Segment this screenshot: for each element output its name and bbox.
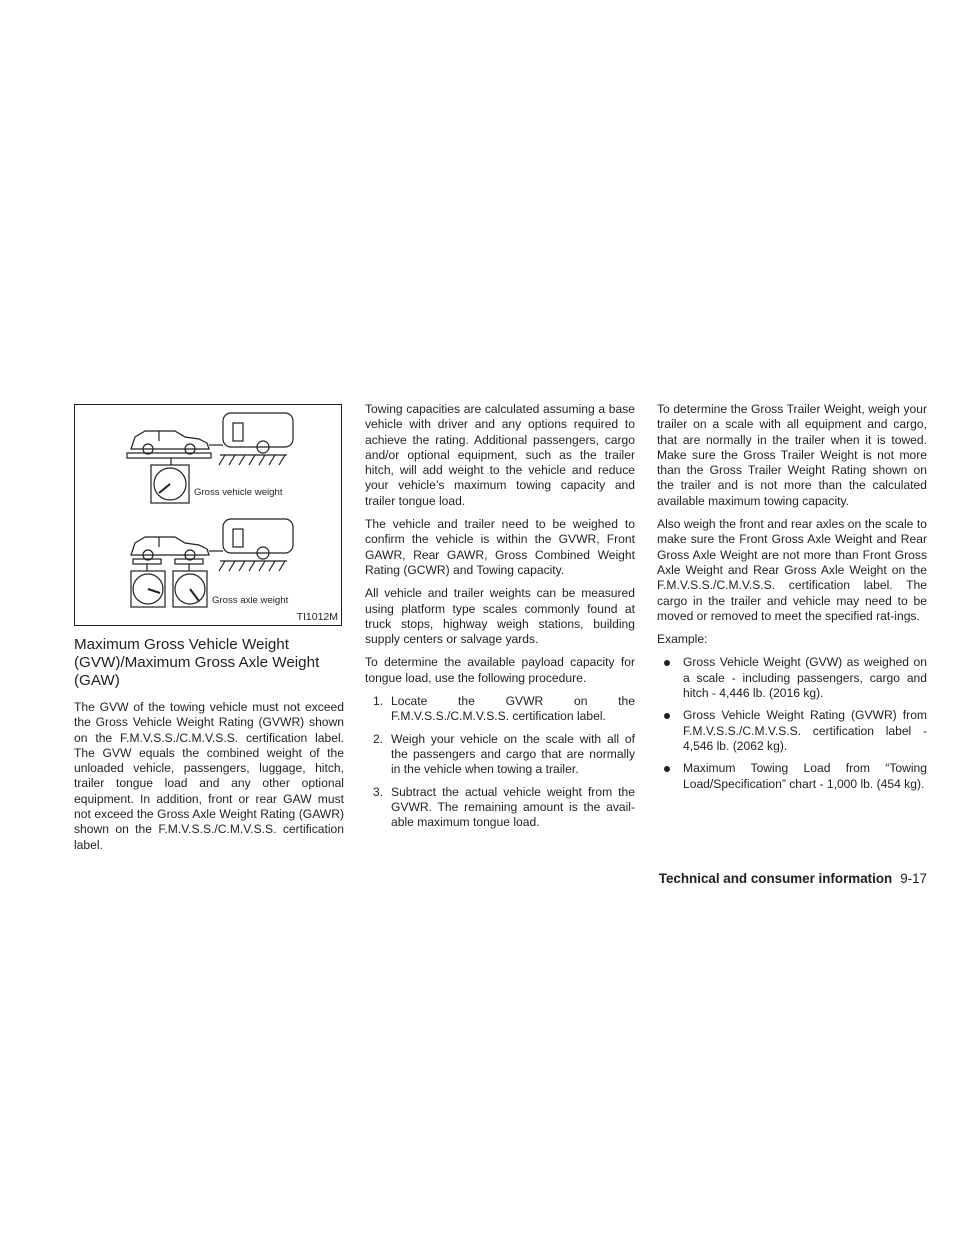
bullet-icon bbox=[664, 660, 670, 666]
paragraph: The vehicle and trailer need to be weighed to confirm the vehicle is within the GVWR, Front GAWR, Rear GAWR, Gross Combined Weight Rating (GCWR) and Towing capacity. bbox=[365, 517, 635, 577]
trailer-icon bbox=[223, 519, 293, 559]
car-icon bbox=[131, 431, 209, 454]
page-number: 9-17 bbox=[900, 871, 927, 886]
column-2 bbox=[365, 402, 635, 838]
trailer-icon bbox=[223, 413, 293, 453]
page-footer bbox=[659, 871, 927, 886]
step-text: Weigh your vehicle on the scale with all of the passengers and cargo that are normally in the vehicle when towing a trailer. bbox=[391, 731, 635, 777]
paragraph: The GVW of the towing vehicle must not exceed the Gross Vehicle Weight Rating (GVWR) shown on the F.M.V.S.S./C.M.V.S.S. certification label. The GVW equals the combined weight of the unloaded vehicle, passengers, luggage, hitch, trailer tongue load and any other optional equipment. In addition, front or rear GAW must not exceed the Gross Axle Weight Rating (GAWR) shown on the F.M.V.S.S./C.M.V.S.S. certification label. bbox=[74, 700, 344, 852]
gross-axle-weight-label: Gross axle weight bbox=[212, 595, 289, 606]
list-item bbox=[365, 732, 635, 778]
car-icon bbox=[131, 537, 209, 560]
bullet-icon bbox=[664, 766, 670, 772]
paragraph: To determine the Gross Trailer Weight, weigh your trailer on a scale with all equipment and cargo, that are normally in the trailer when it is towed. Make sure the Gross Trailer Weight is not more than the Gross Trailer Weight Rating shown on the trailer and is not more than the calculated available maximum towing capacity. bbox=[657, 402, 927, 508]
example-label: Example: bbox=[657, 632, 708, 647]
scale-dial-icon bbox=[151, 465, 189, 503]
paragraph: Also weigh the front and rear axles on the scale to make sure the Front Gross Axle Weight and Rear Gross Axle Weight are not more than Front Gross Axle Weight and Rear Gross Axle Weight on the F.M.V.S.S./C.M.V.S.S. certification label. The cargo in the trailer and vehicle may need to be moved or removed to meet the specified rat-ings. bbox=[657, 517, 927, 623]
gross-vehicle-weight-label: Gross vehicle weight bbox=[194, 487, 283, 498]
bullet-text: Gross Vehicle Weight Rating (GVWR) from F.M.V.S.S./C.M.V.S.S. certification label - 4,546 lb. (2062 kg). bbox=[683, 708, 927, 753]
scale-dial-icon bbox=[173, 571, 207, 607]
section-heading: Maximum Gross Vehicle Weight (GVW)/Maximum Gross Axle Weight (GAW) bbox=[74, 636, 320, 689]
step-text: Locate the GVWR on the F.M.V.S.S./C.M.V.S.S. certification label. bbox=[391, 694, 635, 724]
list-item bbox=[365, 694, 635, 725]
weighing-diagram bbox=[75, 405, 343, 627]
step-number: 2. bbox=[373, 731, 384, 746]
procedure-steps bbox=[365, 694, 635, 830]
paragraph: To determine the available payload capacity for tongue load, use the following procedure. bbox=[365, 655, 635, 685]
towing-weight-illustration bbox=[74, 404, 342, 626]
step-number: 3. bbox=[373, 784, 384, 799]
scale-dial-icon bbox=[131, 571, 165, 607]
figure-code: TI1012M bbox=[296, 611, 338, 623]
list-item bbox=[657, 655, 927, 701]
bullet-icon bbox=[664, 713, 670, 719]
paragraph: All vehicle and trailer weights can be measured using platform type scales commonly found at truck stops, highway weigh stations, building supply centers or salvage yards. bbox=[365, 586, 635, 647]
list-item bbox=[657, 761, 927, 792]
list-item bbox=[365, 785, 635, 831]
example-list bbox=[657, 655, 927, 791]
paragraph: Towing capacities are calculated assuming a base vehicle with driver and any options required to achieve the rating. Additional passengers, cargo and/or optional equipment, such as the trailer hitch, will add weight to the vehicle and reduce your vehicle’s maximum towing capacity and trailer tongue load. bbox=[365, 402, 635, 508]
column-3 bbox=[657, 402, 927, 799]
step-number: 1. bbox=[373, 694, 384, 709]
bullet-text: Gross Vehicle Weight (GVW) as weighed on a scale - including passengers, cargo and hitch - 4,446 lb. (2016 kg). bbox=[683, 655, 927, 701]
bullet-text: Maximum Towing Load from “Towing Load/Specification” chart - 1,000 lb. (454 kg). bbox=[683, 761, 927, 791]
footer-section-title: Technical and consumer information bbox=[658, 871, 893, 886]
step-text: Subtract the actual vehicle weight from the GVWR. The remaining amount is the avail-able maximum tongue load. bbox=[391, 784, 635, 830]
list-item bbox=[657, 708, 927, 754]
column-1 bbox=[74, 402, 344, 861]
